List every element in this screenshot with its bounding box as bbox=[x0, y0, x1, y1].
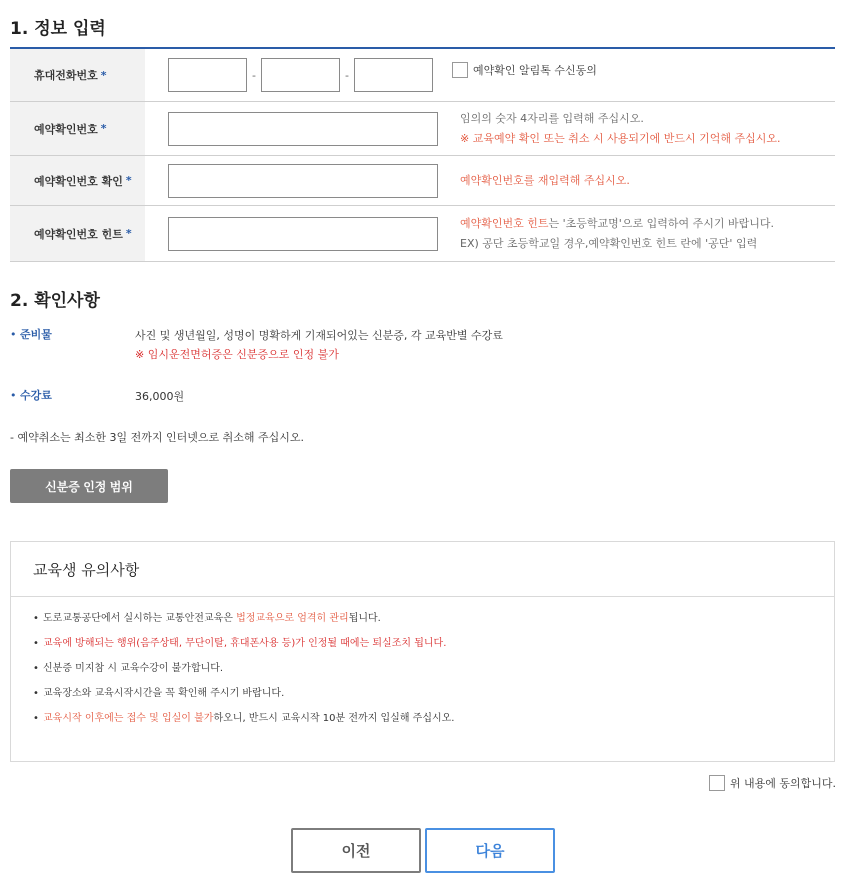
fee-label: 수강료 bbox=[20, 389, 52, 402]
required-mark: * bbox=[125, 174, 132, 187]
phone-row bbox=[10, 49, 835, 102]
pin-confirm-help: 예약확인번호를 재입력해 주십시오. bbox=[460, 173, 630, 187]
bullet: • bbox=[10, 328, 17, 341]
notice-title: 교육생 유의사항 bbox=[11, 542, 834, 597]
prep-label: 준비물 bbox=[20, 328, 52, 341]
phone-input-3[interactable] bbox=[354, 58, 433, 92]
pin-row bbox=[10, 102, 835, 156]
kakao-consent-label: 예약확인 알림톡 수신동의 bbox=[473, 64, 597, 77]
section-title-confirm: 2. 확인사항 bbox=[10, 291, 100, 311]
required-mark: * bbox=[125, 227, 132, 240]
phone-dash: - bbox=[345, 68, 349, 82]
notice-item: • 교육에 방해되는 행위(음주상태, 무단이탈, 휴대폰사용 등)가 인정될 때에는 퇴실조치 됩니다. bbox=[33, 638, 447, 649]
agree-all-checkbox[interactable] bbox=[709, 775, 725, 791]
phone-dash: - bbox=[252, 68, 256, 82]
phone-input-2[interactable] bbox=[261, 58, 340, 92]
required-mark: * bbox=[100, 122, 107, 135]
next-button[interactable]: 다음 bbox=[425, 828, 555, 873]
hint-input[interactable] bbox=[168, 217, 438, 251]
fee-value: 36,000원 bbox=[135, 390, 185, 403]
bullet: • bbox=[10, 389, 17, 402]
notice-list bbox=[11, 597, 834, 725]
agree-all bbox=[709, 775, 836, 791]
prep-item bbox=[10, 326, 503, 364]
pin-confirm-row bbox=[10, 156, 835, 206]
kakao-consent-checkbox[interactable] bbox=[452, 62, 468, 78]
student-notice-box bbox=[10, 541, 835, 762]
notice-item: • 도로교통공단에서 실시하는 교통안전교육은 법정교육으로 엄격히 관리됩니다. bbox=[33, 613, 381, 624]
pin-help: 임의의 숫자 4자리를 입력해 주십시오. ※ 교육예약 확인 또는 취소 시 사용되기에 반드시 기억해 주십시오. bbox=[460, 111, 781, 145]
id-range-button[interactable]: 신분증 인정 범위 bbox=[10, 469, 168, 503]
notice-item: • 교육시작 이후에는 접수 및 입실이 불가하오니, 반드시 교육시작 10분 전까지 입실해 주십시오. bbox=[33, 713, 455, 724]
prev-button[interactable]: 이전 bbox=[291, 828, 421, 873]
hint-row bbox=[10, 206, 835, 262]
info-input-form bbox=[10, 47, 835, 262]
prep-value: 사진 및 생년월일, 성명이 명확하게 기재되어있는 신분증, 각 교육반별 수강료 bbox=[135, 329, 503, 342]
prep-warning: ※ 임시운전면허증은 신분증으로 인정 불가 bbox=[135, 348, 339, 361]
required-mark: * bbox=[100, 68, 107, 82]
hint-label: 예약확인번호 힌트 * bbox=[10, 206, 145, 261]
section-title-info-input: 1. 정보 입력 bbox=[10, 19, 106, 39]
agree-all-label: 위 내용에 동의합니다. bbox=[729, 777, 836, 790]
pin-label: 예약확인번호 * bbox=[10, 102, 145, 155]
fee-item bbox=[10, 387, 184, 406]
phone-label: 휴대전화번호 * bbox=[10, 49, 145, 101]
notice-item: • 교육장소와 교육시작시간을 꼭 확인해 주시기 바랍니다. bbox=[33, 688, 285, 699]
pin-confirm-label: 예약확인번호 확인 * bbox=[10, 156, 145, 205]
phone-input-1[interactable] bbox=[168, 58, 247, 92]
cancel-note: - 예약취소는 최소한 3일 전까지 인터넷으로 취소해 주십시오. bbox=[10, 431, 304, 444]
pin-confirm-input[interactable] bbox=[168, 164, 438, 198]
hint-help: 예약확인번호 힌트는 '초등학교명'으로 입력하여 주시기 바랍니다. EX) 공단 초등학교일 경우,예약확인번호 힌트 란에 '공단' 입력 bbox=[460, 216, 774, 250]
notice-item: • 신분증 미지참 시 교육수강이 불가합니다. bbox=[33, 663, 224, 674]
pin-input[interactable] bbox=[168, 112, 438, 146]
kakao-consent bbox=[452, 62, 597, 78]
